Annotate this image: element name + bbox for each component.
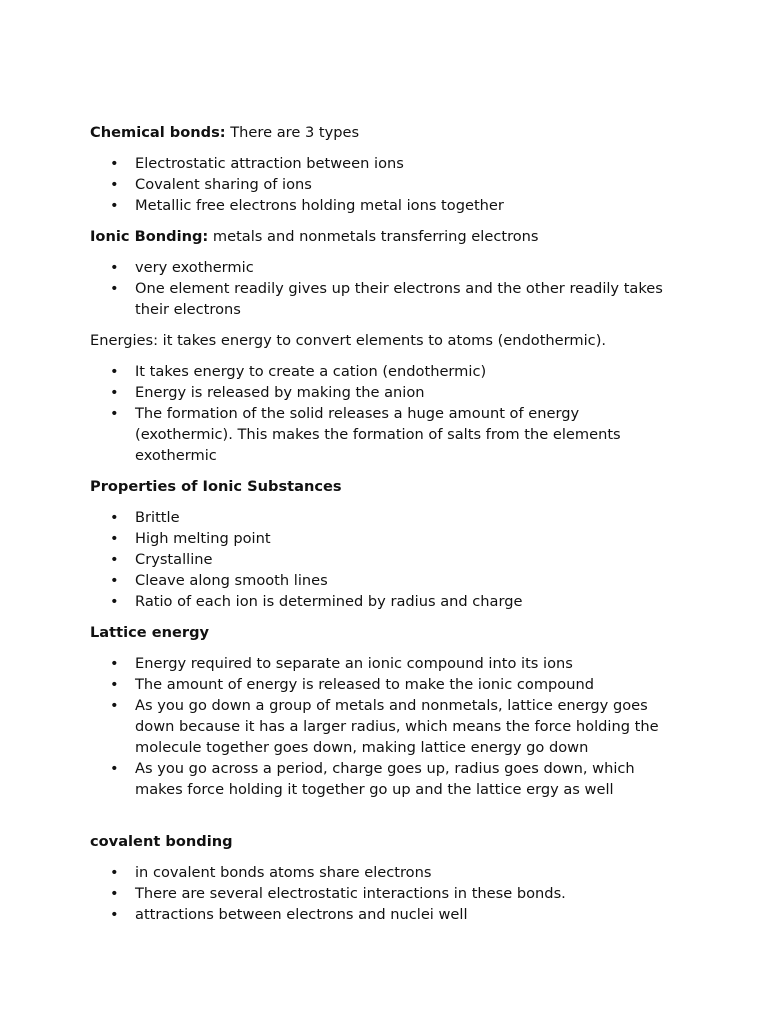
list-item-text: Covalent sharing of ions xyxy=(135,176,312,193)
lattice-energy-heading: Lattice energy xyxy=(90,624,210,641)
bullet-icon: • xyxy=(110,363,119,380)
bullet-icon: • xyxy=(110,197,119,214)
bullet-icon: • xyxy=(110,155,119,172)
list-item-text: Ratio of each ion is determined by radius and charge xyxy=(135,593,523,610)
bullet-icon: • xyxy=(110,593,119,610)
lattice-energy-list xyxy=(90,653,690,800)
list-item xyxy=(90,195,680,216)
blank-line xyxy=(90,810,690,831)
list-item xyxy=(90,549,680,570)
list-item xyxy=(90,653,680,674)
covalent-bonding-heading: covalent bonding xyxy=(90,833,233,850)
bullet-icon: • xyxy=(110,509,119,526)
list-item xyxy=(90,591,680,612)
bullet-icon: • xyxy=(110,760,119,777)
list-item-text: in covalent bonds atoms share electrons xyxy=(135,864,432,881)
list-item xyxy=(90,758,680,800)
list-item xyxy=(90,904,680,925)
properties-heading: Properties of Ionic Substances xyxy=(90,478,342,495)
list-item xyxy=(90,507,680,528)
bullet-icon: • xyxy=(110,405,119,422)
list-item-text: As you go down a group of metals and nonmetals, lattice energy goes down because it has a larger radius, which means the force holding the molecule together goes down, making lattice energy go down xyxy=(135,697,659,756)
list-item xyxy=(90,278,680,320)
list-item-text: As you go across a period, charge goes up, radius goes down, which makes force holding it together go up and the lattice ergy as well xyxy=(135,760,635,798)
bullet-icon: • xyxy=(110,697,119,714)
list-item-text: attractions between electrons and nuclei well xyxy=(135,906,468,923)
list-item-text: High melting point xyxy=(135,530,271,547)
covalent-bonding-list xyxy=(90,862,690,925)
list-item-text: Energy required to separate an ionic compound into its ions xyxy=(135,655,573,672)
bullet-icon: • xyxy=(110,551,119,568)
list-item-text: Crystalline xyxy=(135,551,213,568)
bullet-icon: • xyxy=(110,259,119,276)
bullet-icon: • xyxy=(110,906,119,923)
list-item-text: The formation of the solid releases a huge amount of energy (exothermic). This makes the formation of salts from the elements exothermic xyxy=(135,405,621,464)
list-item-text: There are several electrostatic interactions in these bonds. xyxy=(135,885,566,902)
properties-list xyxy=(90,507,690,612)
list-item xyxy=(90,570,680,591)
list-item-text: It takes energy to create a cation (endothermic) xyxy=(135,363,487,380)
ionic-bonding-intro: metals and nonmetals transferring electrons xyxy=(208,228,539,245)
list-item xyxy=(90,695,680,758)
list-item xyxy=(90,361,680,382)
bullet-icon: • xyxy=(110,655,119,672)
list-item-text: Brittle xyxy=(135,509,180,526)
list-item-text: Cleave along smooth lines xyxy=(135,572,328,589)
list-item xyxy=(90,862,680,883)
list-item-text: The amount of energy is released to make the ionic compound xyxy=(135,676,594,693)
chemical-bonds-list xyxy=(90,153,690,216)
chemical-bonds-heading: Chemical bonds: xyxy=(90,124,226,141)
list-item xyxy=(90,174,680,195)
chemical-bonds-intro: There are 3 types xyxy=(225,124,360,141)
energies-paragraph: Energies: it takes energy to convert elements to atoms (endothermic). xyxy=(90,332,607,349)
bullet-icon: • xyxy=(110,676,119,693)
energies-list xyxy=(90,361,690,466)
chemical-bonds-paragraph xyxy=(90,122,690,143)
bullet-icon: • xyxy=(110,572,119,589)
ionic-bonding-list xyxy=(90,257,690,320)
list-item xyxy=(90,528,680,549)
bullet-icon: • xyxy=(110,885,119,902)
list-item-text: Metallic free electrons holding metal ions together xyxy=(135,197,504,214)
ionic-bonding-paragraph xyxy=(90,226,690,247)
list-item xyxy=(90,257,680,278)
document-page xyxy=(90,122,690,935)
list-item-text: very exothermic xyxy=(135,259,254,276)
bullet-icon: • xyxy=(110,176,119,193)
list-item xyxy=(90,403,680,466)
bullet-icon: • xyxy=(110,280,119,297)
list-item-text: Energy is released by making the anion xyxy=(135,384,425,401)
bullet-icon: • xyxy=(110,864,119,881)
bullet-icon: • xyxy=(110,530,119,547)
list-item xyxy=(90,382,680,403)
list-item-text: One element readily gives up their electrons and the other readily takes their electrons xyxy=(135,280,663,318)
list-item xyxy=(90,674,680,695)
list-item-text: Electrostatic attraction between ions xyxy=(135,155,404,172)
ionic-bonding-heading: Ionic Bonding: xyxy=(90,228,209,245)
list-item xyxy=(90,883,680,904)
list-item xyxy=(90,153,680,174)
bullet-icon: • xyxy=(110,384,119,401)
